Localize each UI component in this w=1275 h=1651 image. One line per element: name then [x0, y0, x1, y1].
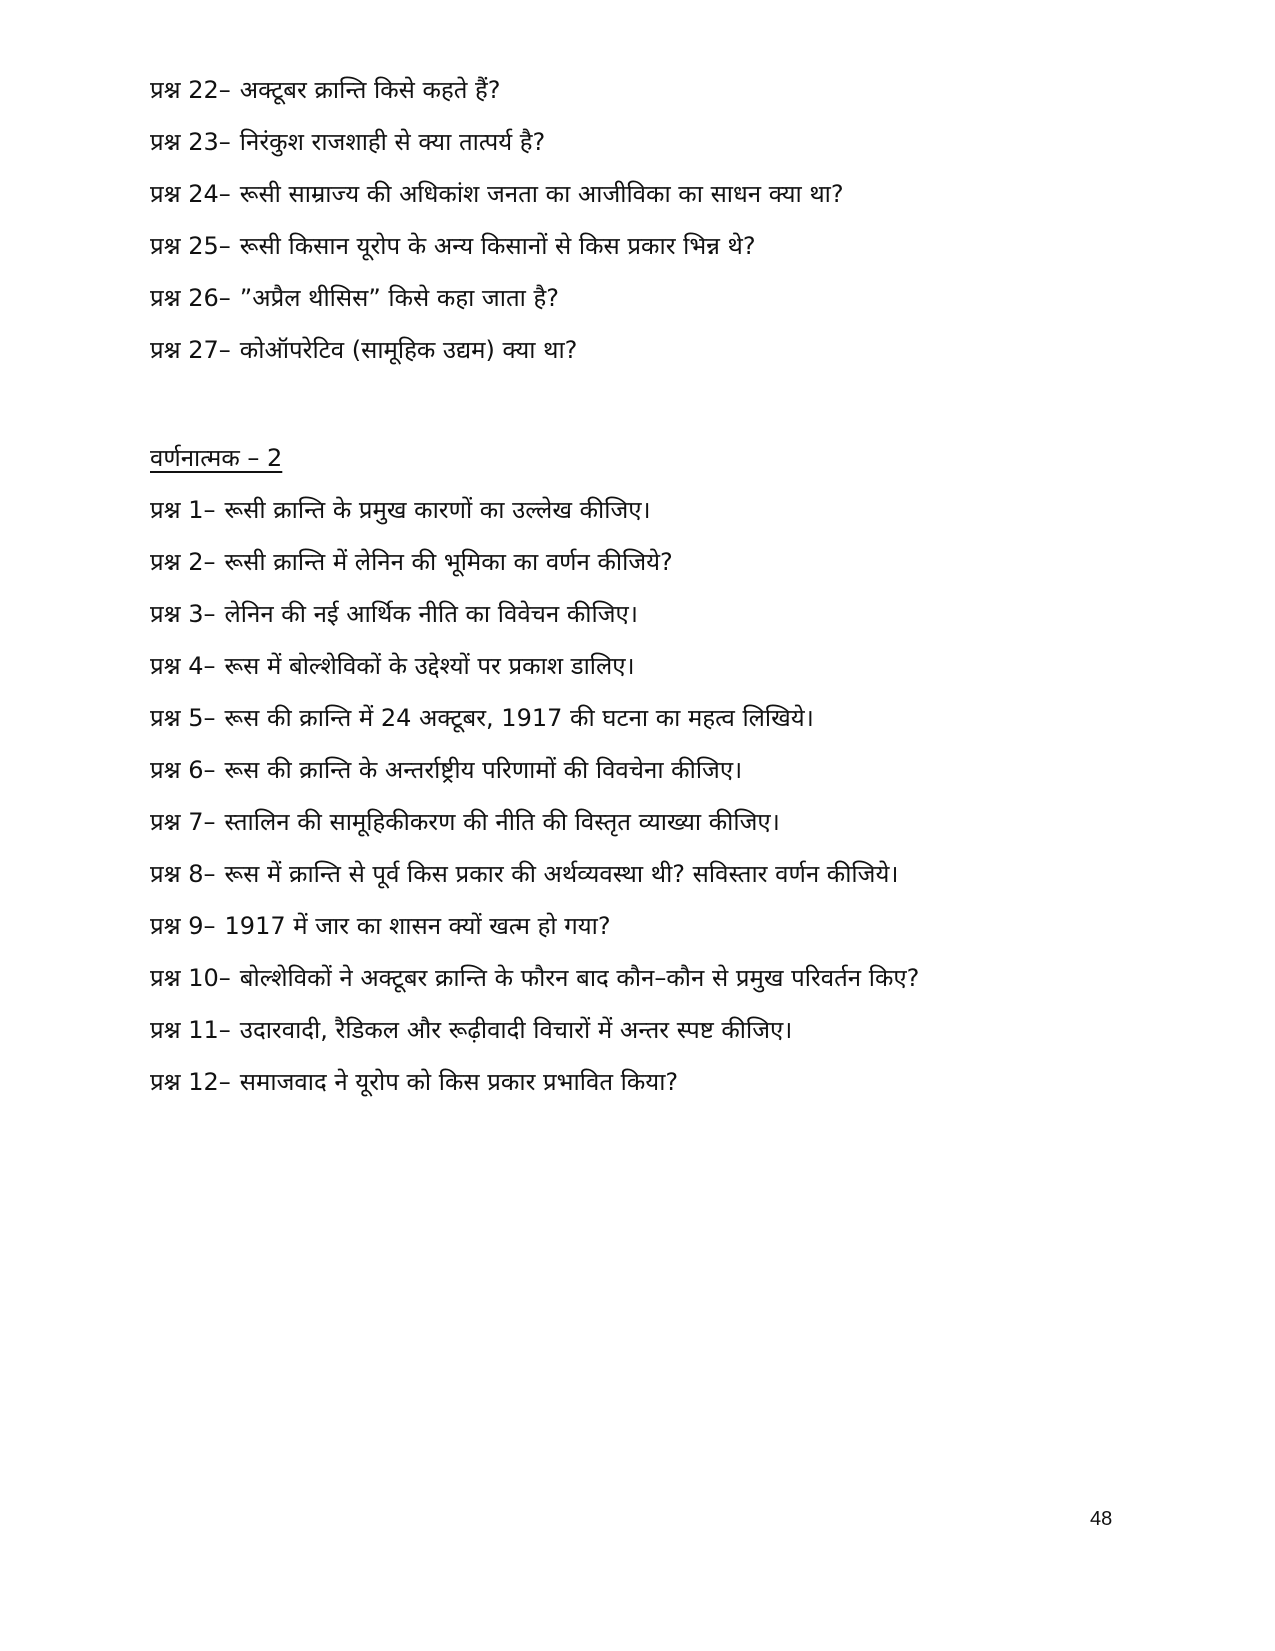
- question-item: [150, 226, 1150, 278]
- question-label: प्रश्न 5–: [150, 704, 216, 732]
- question-text: रूसी किसान यूरोप के अन्य किसानों से किस प्रकार भिन्न थे?: [239, 232, 756, 260]
- question-label: प्रश्न 10–: [150, 964, 231, 992]
- question-text: रूस में क्रान्ति से पूर्व किस प्रकार की अर्थव्यवस्था थी? सविस्तार वर्णन कीजिये।: [224, 860, 899, 888]
- page-number: 48: [1090, 1508, 1113, 1530]
- question-item: [150, 174, 1150, 226]
- question-item: [150, 594, 1150, 646]
- question-label: प्रश्न 22–: [150, 76, 231, 104]
- question-label: प्रश्न 1–: [150, 496, 216, 524]
- question-text: बोल्शेविकों ने अक्टूबर क्रान्ति के फौरन बाद कौन–कौन से प्रमुख परिवर्तन किए?: [239, 964, 920, 992]
- question-item: [150, 958, 1150, 1010]
- question-item: [150, 1062, 1150, 1114]
- question-item: [150, 802, 1150, 854]
- question-text: रूसी क्रान्ति में लेनिन की भूमिका का वर्णन कीजिये?: [224, 548, 673, 576]
- question-text: ”अप्रैल थीसिस” किसे कहा जाता है?: [239, 284, 559, 312]
- question-label: प्रश्न 25–: [150, 232, 231, 260]
- question-label: प्रश्न 27–: [150, 336, 231, 364]
- question-item: [150, 750, 1150, 802]
- question-label: प्रश्न 2–: [150, 548, 216, 576]
- question-text: कोऑपरेटिव (सामूहिक उद्यम) क्या था?: [239, 336, 578, 364]
- question-text: उदारवादी, रैडिकल और रूढ़ीवादी विचारों में अन्तर स्पष्ट कीजिए।: [239, 1016, 793, 1044]
- question-text: अक्टूबर क्रान्ति किसे कहते हैं?: [239, 76, 501, 104]
- question-text: 1917 में जार का शासन क्यों खत्म हो गया?: [224, 912, 611, 940]
- question-text: निरंकुश राजशाही से क्या तात्पर्य है?: [239, 128, 546, 156]
- question-item: [150, 854, 1150, 906]
- question-label: प्रश्न 6–: [150, 756, 216, 784]
- question-label: प्रश्न 7–: [150, 808, 216, 836]
- question-text: समाजवाद ने यूरोप को किस प्रकार प्रभावित किया?: [239, 1068, 679, 1096]
- question-item: [150, 1010, 1150, 1062]
- question-text: रूस में बोल्शेविकों के उद्देश्यों पर प्रकाश डालिए।: [224, 652, 635, 680]
- question-label: प्रश्न 24–: [150, 180, 231, 208]
- question-label: प्रश्न 3–: [150, 600, 216, 628]
- question-text: रूसी क्रान्ति के प्रमुख कारणों का उल्लेख कीजिए।: [224, 496, 651, 524]
- question-item: [150, 906, 1150, 958]
- question-text: रूस की क्रान्ति के अन्तर्राष्ट्रीय परिणामों की विवचेना कीजिए।: [224, 756, 743, 784]
- section-heading: वर्णनात्मक – 2: [150, 444, 283, 472]
- long-question-list: [150, 490, 1150, 1114]
- question-label: प्रश्न 4–: [150, 652, 216, 680]
- question-label: प्रश्न 8–: [150, 860, 216, 888]
- question-item: [150, 330, 1150, 382]
- question-item: [150, 698, 1150, 750]
- short-question-list: [150, 70, 1150, 382]
- question-item: [150, 490, 1150, 542]
- question-label: प्रश्न 9–: [150, 912, 216, 940]
- question-text: स्तालिन की सामूहिकीकरण की नीति की विस्तृत व्याख्या कीजिए।: [224, 808, 780, 836]
- question-text: रूस की क्रान्ति में 24 अक्टूबर, 1917 की घटना का महत्व लिखिये।: [224, 704, 814, 732]
- question-item: [150, 646, 1150, 698]
- question-item: [150, 542, 1150, 594]
- question-text: रूसी साम्राज्य की अधिकांश जनता का आजीविका का साधन क्या था?: [239, 180, 844, 208]
- question-item: [150, 70, 1150, 122]
- question-item: [150, 278, 1150, 330]
- question-text: लेनिन की नई आर्थिक नीति का विवेचन कीजिए।: [224, 600, 638, 628]
- question-label: प्रश्न 23–: [150, 128, 231, 156]
- question-item: [150, 122, 1150, 174]
- question-label: प्रश्न 12–: [150, 1068, 231, 1096]
- question-label: प्रश्न 11–: [150, 1016, 231, 1044]
- question-label: प्रश्न 26–: [150, 284, 231, 312]
